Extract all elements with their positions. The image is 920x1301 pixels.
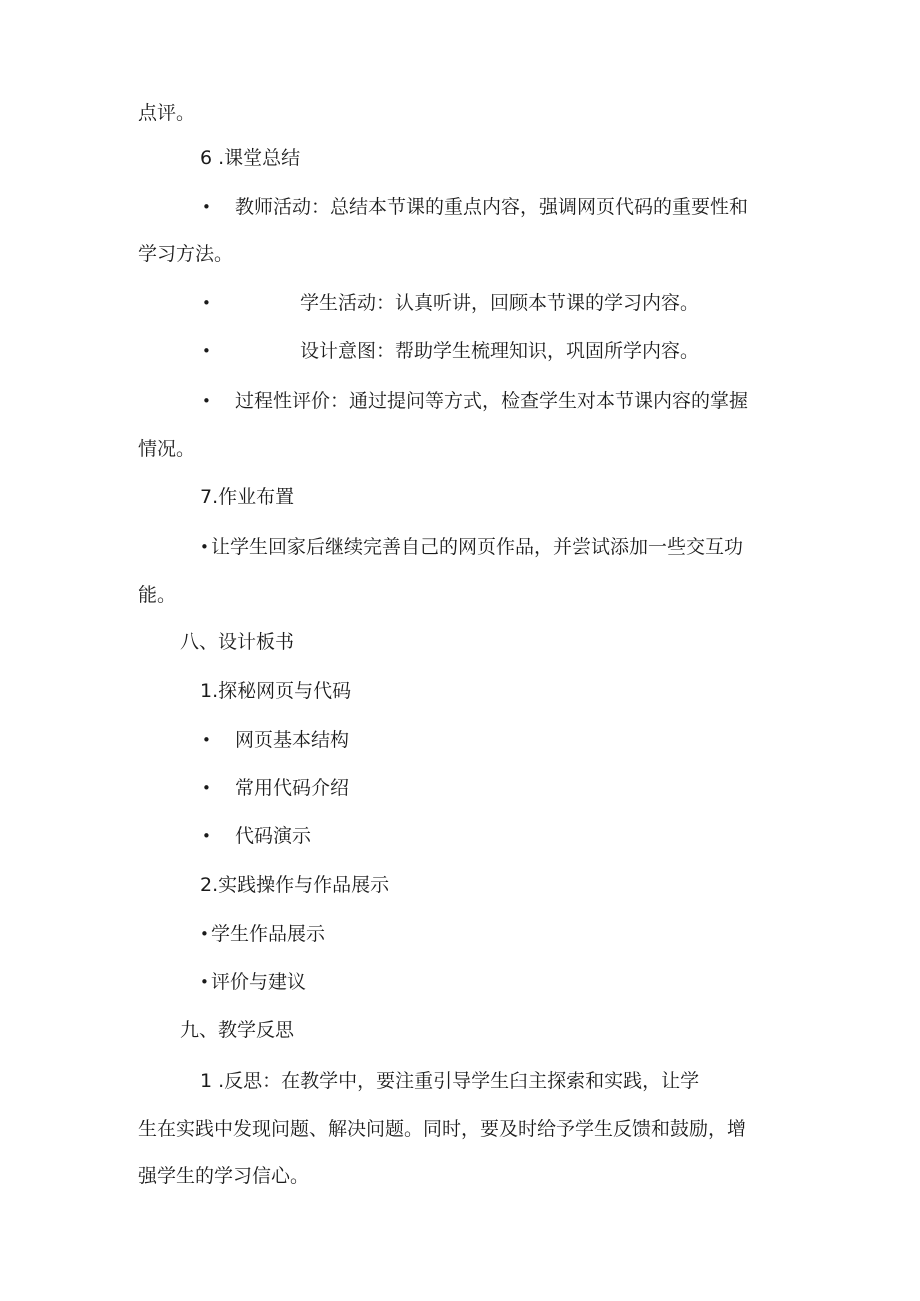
text-line: 学生活动：认真听讲，回顾本节课的学习内容。 (300, 292, 700, 314)
bullet-marker: • (202, 198, 211, 216)
bullet-marker: • (202, 731, 211, 749)
bullet-marker: • (202, 779, 211, 797)
text-line: 教师活动：总结本节课的重点内容，强调网页代码的重要性和 (235, 196, 749, 218)
bullet-marker: • (202, 342, 211, 360)
text-line: 过程性评价：通过提问等方式，检查学生对本节课内容的掌握 (235, 390, 749, 412)
text-line: 学生作品展示 (211, 923, 326, 945)
text-line: 情况。 (138, 438, 196, 460)
text-line: 强学生的学习信心。 (138, 1165, 310, 1187)
text-line: 常用代码介绍 (235, 777, 350, 799)
bullet-marker: • (200, 973, 209, 991)
text-line: 网页基本结构 (235, 729, 350, 751)
section-heading: 6 .课堂总结 (200, 147, 301, 169)
text-line: 让学生回家后继续完善自己的网页作品，并尝试添加一些交互功 (211, 536, 744, 558)
section-heading: 2.实践操作与作品展示 (200, 874, 390, 896)
text-line: 设计意图：帮助学生梳理知识，巩固所学内容。 (300, 340, 700, 362)
bullet-marker: • (202, 827, 211, 845)
bullet-marker: • (200, 538, 209, 556)
bullet-marker: • (200, 925, 209, 943)
bullet-marker: • (202, 294, 211, 312)
text-line: 点评。 (138, 102, 196, 124)
text-line: 能。 (138, 584, 177, 606)
section-heading: 1.探秘网页与代码 (200, 680, 352, 702)
bullet-marker: • (202, 392, 211, 410)
text-line: 代码演示 (235, 825, 312, 847)
text-line: 生在实践中发现问题、解决问题。同时，要及时给予学生反馈和鼓励，增 (138, 1118, 747, 1140)
text-line: 评价与建议 (211, 971, 307, 993)
chapter-heading: 九、教学反思 (180, 1019, 295, 1041)
text-line: 学习方法。 (138, 243, 234, 265)
chapter-heading: 八、设计板书 (180, 631, 295, 653)
section-heading: 7.作业布置 (200, 486, 295, 508)
text-line: 1 .反思：在教学中，要注重引导学生臼主探索和实践，让学 (200, 1070, 700, 1092)
